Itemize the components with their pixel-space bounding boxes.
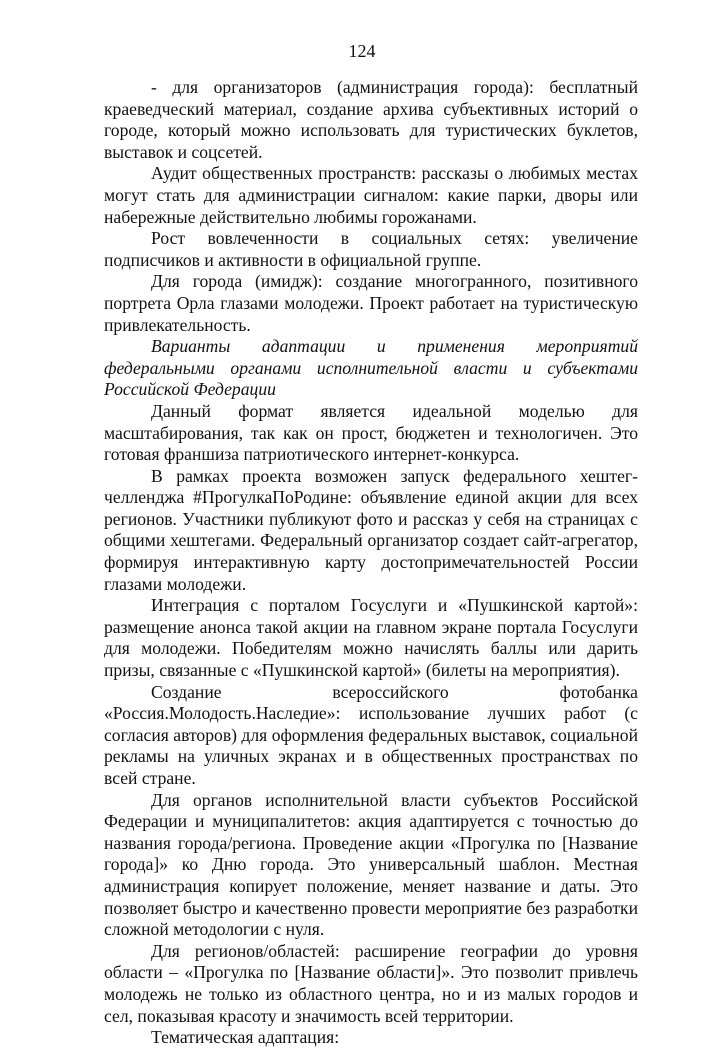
paragraph-thematic-adaptation: Тематическая адаптация:: [151, 1027, 340, 1048]
paragraph-federal-hashtag-challenge: В рамках проекта возможен запуск федерального хештег-челленджа #ПрогулкаПоРодине: объявление единой акции для всех регионов. Участники публикуют фото и рассказ у себя на страницах с общими хештегами. Федеральный организатор создает сайт-агрегатор, формируя интерактивную карту достопримечательностей России глазами молодежи.: [104, 465, 638, 594]
paragraph-regions-expansion: Для регионов/областей: расширение географии до уровня области – «Прогулка по [Название области]». Это позволит привлечь молодежь не только из областного центра, но и из малых городов и сел, показывая красоту и значимость всей территории.: [104, 940, 638, 1026]
paragraph-regional-authorities: Для органов исполнительной власти субъектов Российской Федерации и муниципалитетов: акция адаптируется с точностью до названия города/региона. Проведение акции «Прогулка по [Название города]» ко Дню города. Это универсальный шаблон. Местная администрация копирует положение, меняет название и даты. Это позволяет быстро и качественно провести мероприятие без разработки сложной методологии с нуля.: [104, 789, 638, 940]
paragraph-gosuslugi-integration: Интеграция с порталом Госуслуги и «Пушкинской картой»: размещение анонса такой акции на главном экране портала Госуслуги для молодежи. Победителям можно начислять баллы или дарить призы, связанные с «Пушкинской картой» (билеты на мероприятия).: [104, 595, 638, 681]
paragraph-city-image: Для города (имидж): создание многогранного, позитивного портрета Орла глазами молодежи. Проект работает на туристическую привлекательность.: [104, 271, 638, 335]
paragraph-organizers-benefits: - для организаторов (администрация города): бесплатный краеведческий материал, создание архива субъективных историй о городе, который можно использовать для туристических буклетов, выставок и соцсетей.: [104, 77, 638, 162]
page-number: 124: [348, 41, 376, 61]
section-heading-adaptation-options: Варианты адаптации и применения мероприятий федеральными органами исполнительной власти и субъектами Российской Федерации: [104, 336, 638, 400]
paragraph-social-engagement: Рост вовлеченности в социальных сетях: увеличение подписчиков и активности в официальной группе.: [104, 228, 638, 270]
body-text: [104, 77, 638, 1049]
paragraph-photobank: Создание всероссийского фотобанка «Россия.Молодость.Наследие»: использование лучших работ (с согласия авторов) для оформления федеральных выставок, социальной рекламы на уличных экранах и в общественных пространствах по всей стране.: [104, 681, 638, 788]
paragraph-scaling-model: Данный формат является идеальной моделью для масштабирования, так как он прост, бюджетен и технологичен. Это готовая франшиза патриотического интернет-конкурса.: [104, 400, 638, 465]
paragraph-public-spaces-audit: Аудит общественных пространств: рассказы о любимых местах могут стать для администрации сигналом: какие парки, дворы или набережные действительно любимы горожанами.: [104, 163, 638, 227]
